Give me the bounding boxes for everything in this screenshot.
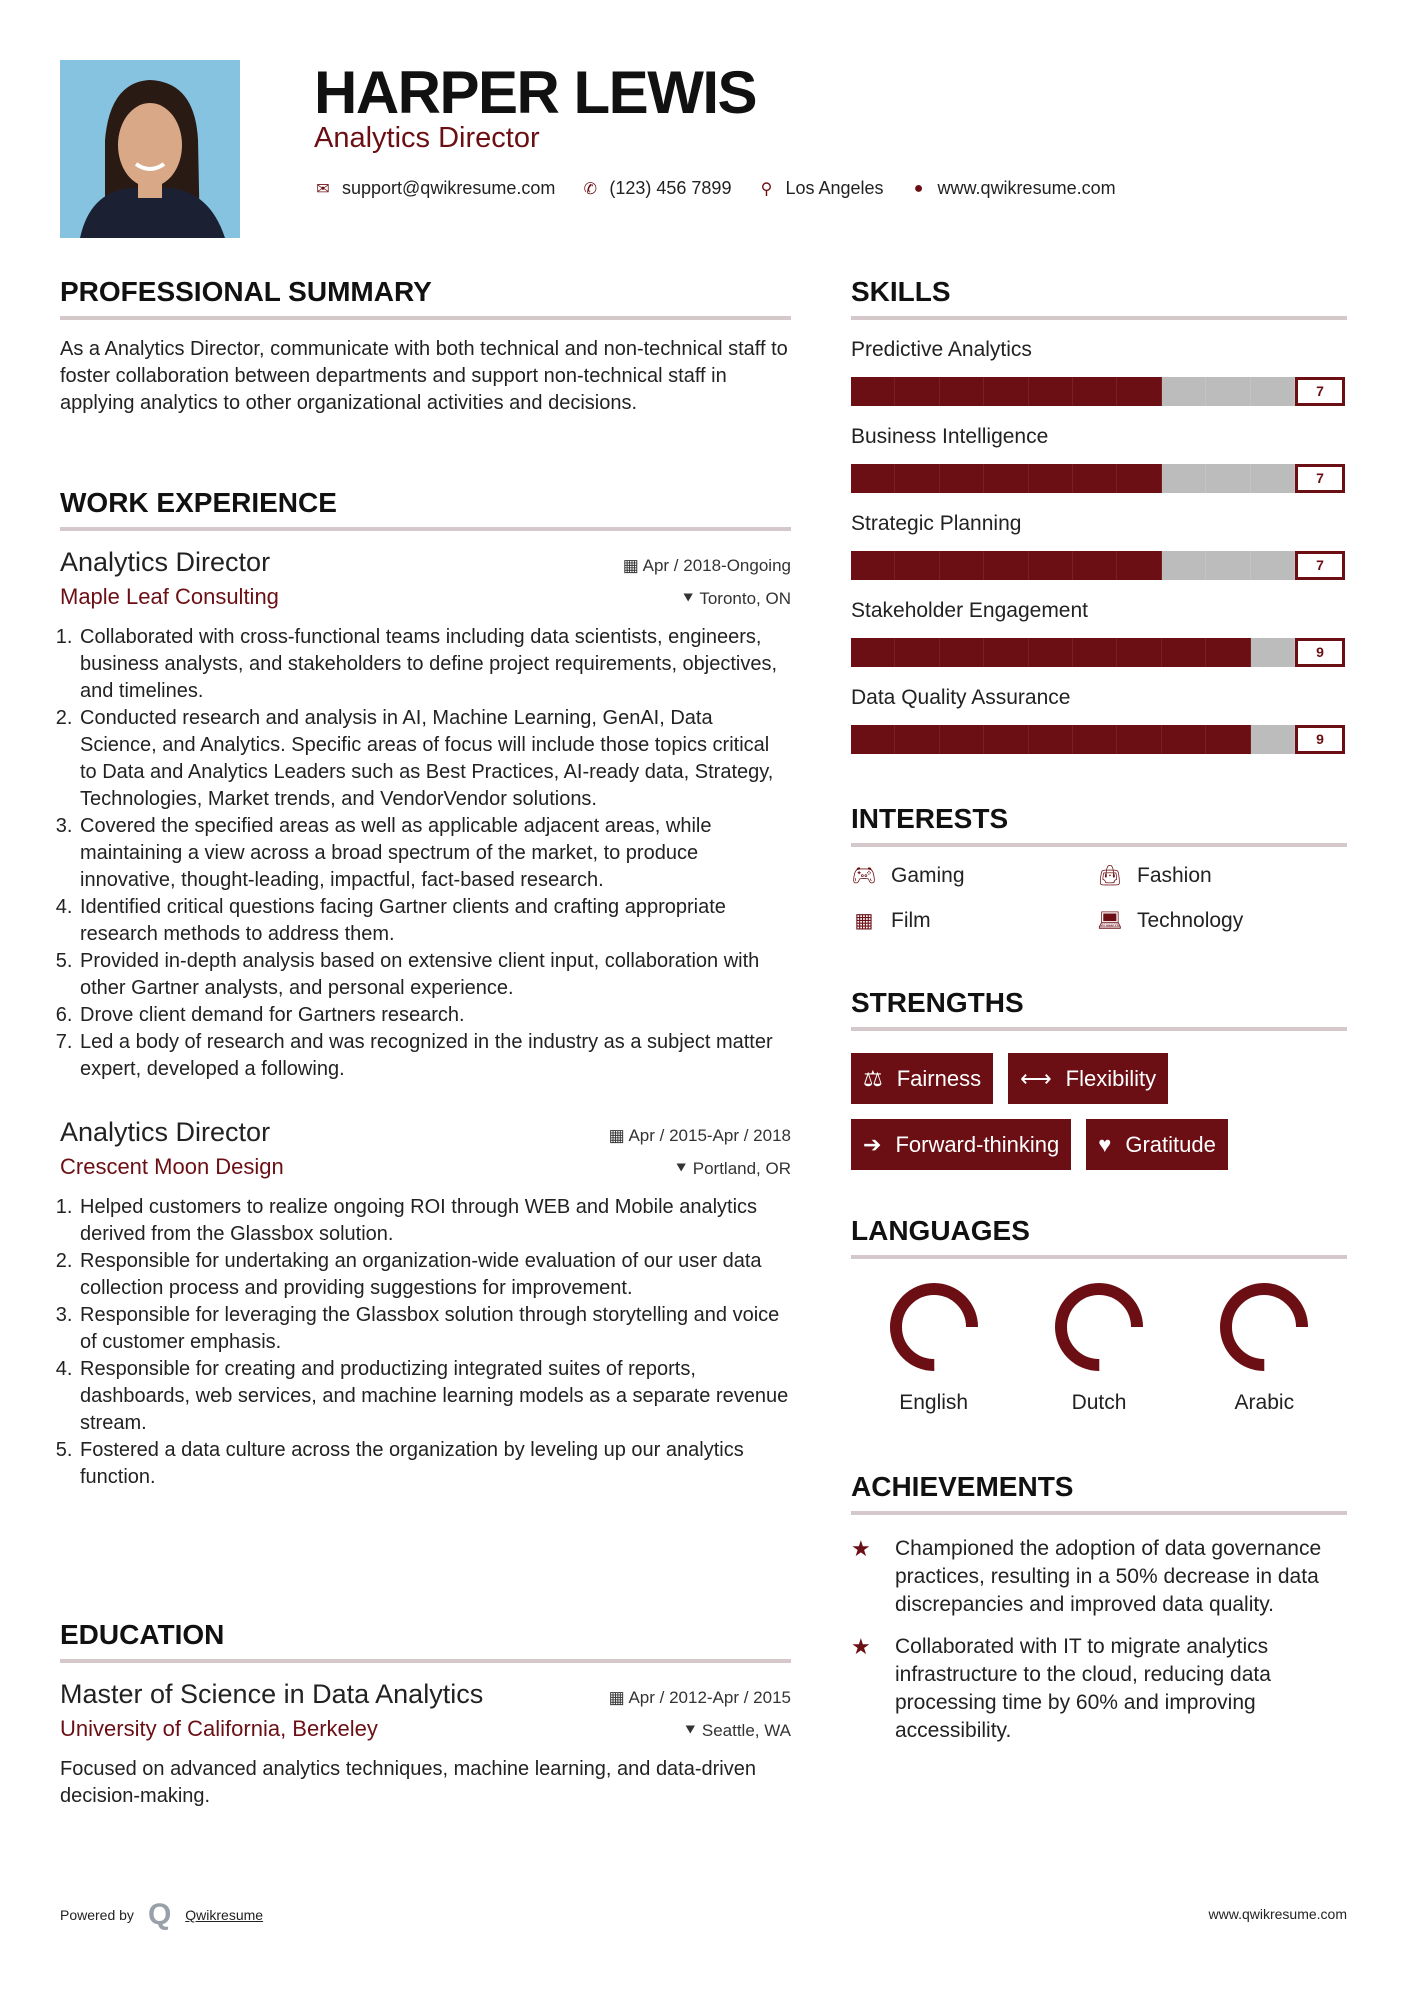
heart-icon: ♥ (1098, 1131, 1112, 1157)
skill-item (851, 423, 1347, 510)
responsibility-list (60, 624, 791, 1083)
strength-name: Fairness (896, 1065, 982, 1091)
degree-title: Master of Science in Data Analytics (60, 1679, 484, 1709)
phone-icon: ✆ (583, 180, 598, 198)
skill-bar-segment (1206, 551, 1250, 580)
footer-site[interactable]: www.qwikresume.com (1208, 1906, 1347, 1922)
skill-bar-segment (1117, 464, 1161, 493)
job-header (60, 1117, 791, 1148)
candidate-name: HARPER LEWIS (314, 59, 757, 126)
skill-bar-segment (1251, 377, 1295, 406)
strength-chip (851, 1119, 1071, 1170)
skill-bar-segment (895, 377, 939, 406)
achievement-item (851, 1535, 1347, 1619)
job-location: Toronto, ON (699, 589, 791, 608)
profile-photo (60, 60, 240, 238)
language-level-ring (1218, 1281, 1310, 1373)
skill-bar (851, 725, 1295, 754)
skill-item (851, 684, 1347, 771)
skill-bar-segment (1251, 464, 1295, 493)
section-heading: ACHIEVEMENTS (851, 1471, 1347, 1515)
map-pin-icon: ⚲ (760, 180, 773, 198)
skill-bar-segment (1117, 725, 1161, 754)
skill-bar-segment (1251, 725, 1295, 754)
skill-bar-segment (1206, 638, 1250, 667)
skill-bar-segment (1206, 464, 1250, 493)
list-item: 1. Collaborated with cross-functional teams including data scientists, engineers, business analysts, and stakeholders to define project requirements, objectives, and timelines. (78, 624, 791, 705)
education-location: Seattle, WA (701, 1721, 791, 1740)
skill-name: Data Quality Assurance (851, 686, 1071, 709)
contact-info (314, 178, 1132, 199)
skill-bar-segment (1117, 551, 1161, 580)
strength-chip (1008, 1053, 1168, 1104)
section-heading: INTERESTS (851, 803, 1347, 847)
job-title: Analytics Director (60, 547, 271, 577)
skill-bar-segment (895, 464, 939, 493)
skill-item (851, 336, 1347, 423)
interest-name: Gaming (891, 863, 965, 887)
contact-email[interactable]: support@qwikresume.com (342, 178, 556, 198)
skill-bar-segment (1029, 551, 1073, 580)
skill-bar-segment (984, 725, 1028, 754)
skill-bar-segment (940, 551, 984, 580)
list-item: 2. Responsible for undertaking an organization-wide evaluation of our user data collection process and providing suggestions for improvement. (78, 1248, 791, 1302)
list-item: 3. Responsible for leveraging the Glassbox solution through storytelling and voice of customer emphasis. (78, 1302, 791, 1356)
language-level-arc (1061, 1289, 1137, 1365)
skill-bar-segment (1206, 377, 1250, 406)
skill-bar-segment (940, 725, 984, 754)
list-item: 4. Responsible for creating and productizing integrated suites of reports, dashboards, web services, and machine learning models as a separate revenue stream. (78, 1356, 791, 1437)
envelope-icon: ✉ (316, 180, 330, 198)
balance-scale-icon: ⚖ (863, 1065, 883, 1091)
star-icon: ★ (851, 1634, 871, 1659)
skill-bar-segment (1073, 377, 1117, 406)
company-name: Crescent Moon Design (60, 1154, 284, 1179)
experience-section (60, 487, 791, 1491)
skill-name: Business Intelligence (851, 425, 1049, 448)
calendar-icon: ▦ (608, 1688, 629, 1707)
section-heading: STRENGTHS (851, 987, 1347, 1031)
language-level-ring (888, 1281, 980, 1373)
skill-bar-segment (1029, 725, 1073, 754)
skill-bar-row (851, 463, 1347, 493)
language-name: Dutch (1071, 1391, 1127, 1414)
language-level-ring (1053, 1281, 1145, 1373)
job-date-wrap (623, 556, 791, 576)
skill-score: 9 (1295, 638, 1345, 667)
section-heading: LANGUAGES (851, 1215, 1347, 1259)
job-entry (60, 1117, 791, 1491)
skill-bar-segment (851, 638, 895, 667)
skill-name: Predictive Analytics (851, 338, 1032, 361)
list-item: 1. Helped customers to realize ongoing ROI through WEB and Mobile analytics derived from the Glassbox solution. (78, 1194, 791, 1248)
skill-score: 7 (1295, 551, 1345, 580)
skill-bar-segment (1251, 551, 1295, 580)
contact-website[interactable]: www.qwikresume.com (937, 178, 1116, 198)
section-heading: SKILLS (851, 276, 1347, 320)
star-icon: ★ (851, 1536, 871, 1561)
gamepad-icon: 🎮︎ (851, 865, 877, 887)
interest-item (851, 908, 1097, 933)
list-item: 2. Conducted research and analysis in AI, Machine Learning, GenAI, Data Science, and Analytics. Specific areas of focus will include those topics critical to Data and Analytics Leaders such as Best Practices, AI-ready data, Strategy, Technologies, Market trends, and VendorVendor solutions. (78, 705, 791, 813)
skills-section (851, 276, 1347, 771)
job-subheader (60, 1154, 791, 1180)
skill-bar-segment (1206, 725, 1250, 754)
school-name: University of California, Berkeley (60, 1716, 378, 1741)
qwikresume-logo: Q (147, 1898, 172, 1931)
strength-name: Flexibility (1065, 1065, 1157, 1091)
interest-item (851, 863, 1097, 888)
company-name: Maple Leaf Consulting (60, 584, 279, 609)
skill-bar-segment (895, 638, 939, 667)
film-icon: ▦ (854, 910, 874, 932)
skill-name: Stakeholder Engagement (851, 599, 1088, 622)
education-section (60, 1619, 791, 1810)
shopping-bag-icon: 👜︎ (1097, 865, 1123, 887)
skill-score: 9 (1295, 725, 1345, 754)
arrows-horizontal-icon: ⟷ (1020, 1065, 1052, 1091)
summary-section (60, 276, 791, 417)
skill-bar-segment (984, 377, 1028, 406)
laptop-icon: 💻︎ (1097, 910, 1123, 932)
skill-item (851, 597, 1347, 684)
skill-bar-segment (1073, 638, 1117, 667)
skill-name: Strategic Planning (851, 512, 1022, 535)
list-item: 7. Led a body of research and was recognized in the industry as a subject matter expert, developed a following. (78, 1029, 791, 1083)
skill-bar-segment (895, 551, 939, 580)
summary-text: As a Analytics Director, communicate with both technical and non-technical staff to foster collaboration between departments and support non-technical staff in applying analytics to other organizational activities and decisions. (60, 338, 788, 414)
candidate-title: Analytics Director (314, 122, 540, 154)
skill-bar-segment (940, 464, 984, 493)
skill-bar-segment (984, 551, 1028, 580)
interest-name: Technology (1137, 908, 1244, 932)
globe-icon: ● (913, 179, 924, 197)
skill-bar-segment (984, 638, 1028, 667)
arrow-right-icon: ➔ (863, 1131, 882, 1157)
job-header (60, 547, 791, 578)
skill-bar (851, 551, 1295, 580)
pin-icon: ⯆ (674, 1159, 693, 1178)
list-item: 5. Provided in-depth analysis based on extensive client input, collaboration with other Gartner analysts, and personal experience. (78, 948, 791, 1002)
job-location-wrap (674, 1159, 791, 1179)
achievement-item (851, 1633, 1347, 1745)
skill-bar (851, 377, 1295, 406)
skill-bar-segment (1162, 638, 1206, 667)
skill-bar-segment (1162, 725, 1206, 754)
pin-icon: ⯆ (681, 589, 700, 608)
job-title: Analytics Director (60, 1117, 271, 1147)
skill-bar-segment (940, 377, 984, 406)
skill-bar-segment (851, 725, 895, 754)
powered-by-label: Powered by (60, 1907, 134, 1923)
strength-name: Gratitude (1125, 1131, 1216, 1157)
skill-bar-segment (1117, 377, 1161, 406)
skill-bar-segment (1073, 725, 1117, 754)
skill-bar-segment (1162, 464, 1206, 493)
job-subheader (60, 584, 791, 610)
languages-section (851, 1215, 1347, 1415)
interest-name: Fashion (1137, 863, 1212, 887)
language-name: Arabic (1234, 1391, 1295, 1414)
skill-bar-segment (984, 464, 1028, 493)
skill-bar-segment (1029, 377, 1073, 406)
language-level-arc (1226, 1289, 1302, 1365)
language-level-arc (896, 1289, 972, 1365)
skill-bar-segment (1117, 638, 1161, 667)
list-item: 3. Covered the specified areas as well as applicable adjacent areas, while maintaining a view across a broad spectrum of the market, to produce innovative, thought-leading, impactful, fact-based research. (78, 813, 791, 894)
achievement-text: Collaborated with IT to migrate analytics infrastructure to the cloud, reducing data processing time by 60% and improving accessibility. (895, 1635, 1271, 1742)
section-heading: WORK EXPERIENCE (60, 487, 791, 531)
skill-bar-segment (851, 464, 895, 493)
calendar-icon: ▦ (622, 556, 643, 575)
education-description: Focused on advanced analytics techniques, machine learning, and data-driven decision-making. (60, 1758, 756, 1807)
skill-bar-segment (1162, 377, 1206, 406)
job-location-wrap (681, 589, 791, 609)
job-entry (60, 547, 791, 1083)
qwikresume-link[interactable]: Qwikresume (185, 1907, 264, 1923)
skill-bar-segment (1029, 638, 1073, 667)
language-item (1016, 1281, 1181, 1415)
job-date: Apr / 2018-Ongoing (642, 556, 791, 575)
skill-bar-segment (1162, 551, 1206, 580)
list-item: 5. Fostered a data culture across the organization by leveling up our analytics function. (78, 1437, 791, 1491)
skill-bar-row (851, 376, 1347, 406)
skill-bar-row (851, 550, 1347, 580)
skill-bar (851, 638, 1295, 667)
job-date: Apr / 2015-Apr / 2018 (628, 1126, 791, 1145)
responsibility-list (60, 1194, 791, 1491)
skill-bar-segment (940, 638, 984, 667)
interests-section (851, 803, 1347, 933)
skill-bar-segment (1029, 464, 1073, 493)
interest-item (1097, 908, 1347, 933)
strength-chip (851, 1053, 993, 1104)
skill-score: 7 (1295, 464, 1345, 493)
skill-score: 7 (1295, 377, 1345, 406)
skill-item (851, 510, 1347, 597)
achievement-text: Championed the adoption of data governance practices, resulting in a 50% decrease in data discrepancies and improved data quality. (895, 1537, 1322, 1616)
skill-bar-row (851, 637, 1347, 667)
job-date-wrap (609, 1126, 791, 1146)
calendar-icon: ▦ (608, 1126, 629, 1145)
contact-location: Los Angeles (785, 178, 884, 198)
language-item (851, 1281, 1016, 1415)
footer-left (60, 1898, 263, 1932)
skill-bar-segment (1073, 464, 1117, 493)
education-date: Apr / 2012-Apr / 2015 (628, 1688, 791, 1707)
skill-bar-row (851, 724, 1347, 754)
section-heading: PROFESSIONAL SUMMARY (60, 276, 791, 320)
skill-bar-segment (895, 725, 939, 754)
pin-icon: ⯆ (683, 1721, 702, 1740)
skill-bar-segment (851, 551, 895, 580)
skill-bar-segment (851, 377, 895, 406)
language-item (1182, 1281, 1347, 1415)
achievements-section (851, 1471, 1347, 1759)
list-item: 4. Identified critical questions facing Gartner clients and crafting appropriate research methods to address them. (78, 894, 791, 948)
skill-bar-segment (1073, 551, 1117, 580)
interest-name: Film (891, 908, 931, 932)
strength-chip (1086, 1119, 1228, 1170)
list-item: 6. Drove client demand for Gartners research. (78, 1002, 791, 1029)
strengths-section (851, 987, 1347, 1170)
skill-bar-segment (1251, 638, 1295, 667)
language-name: English (899, 1391, 969, 1414)
strength-name: Forward-thinking (895, 1131, 1060, 1157)
contact-phone[interactable]: (123) 456 7899 (609, 178, 732, 198)
interest-item (1097, 863, 1347, 888)
section-heading: EDUCATION (60, 1619, 791, 1663)
job-location: Portland, OR (692, 1159, 791, 1178)
skill-bar (851, 464, 1295, 493)
